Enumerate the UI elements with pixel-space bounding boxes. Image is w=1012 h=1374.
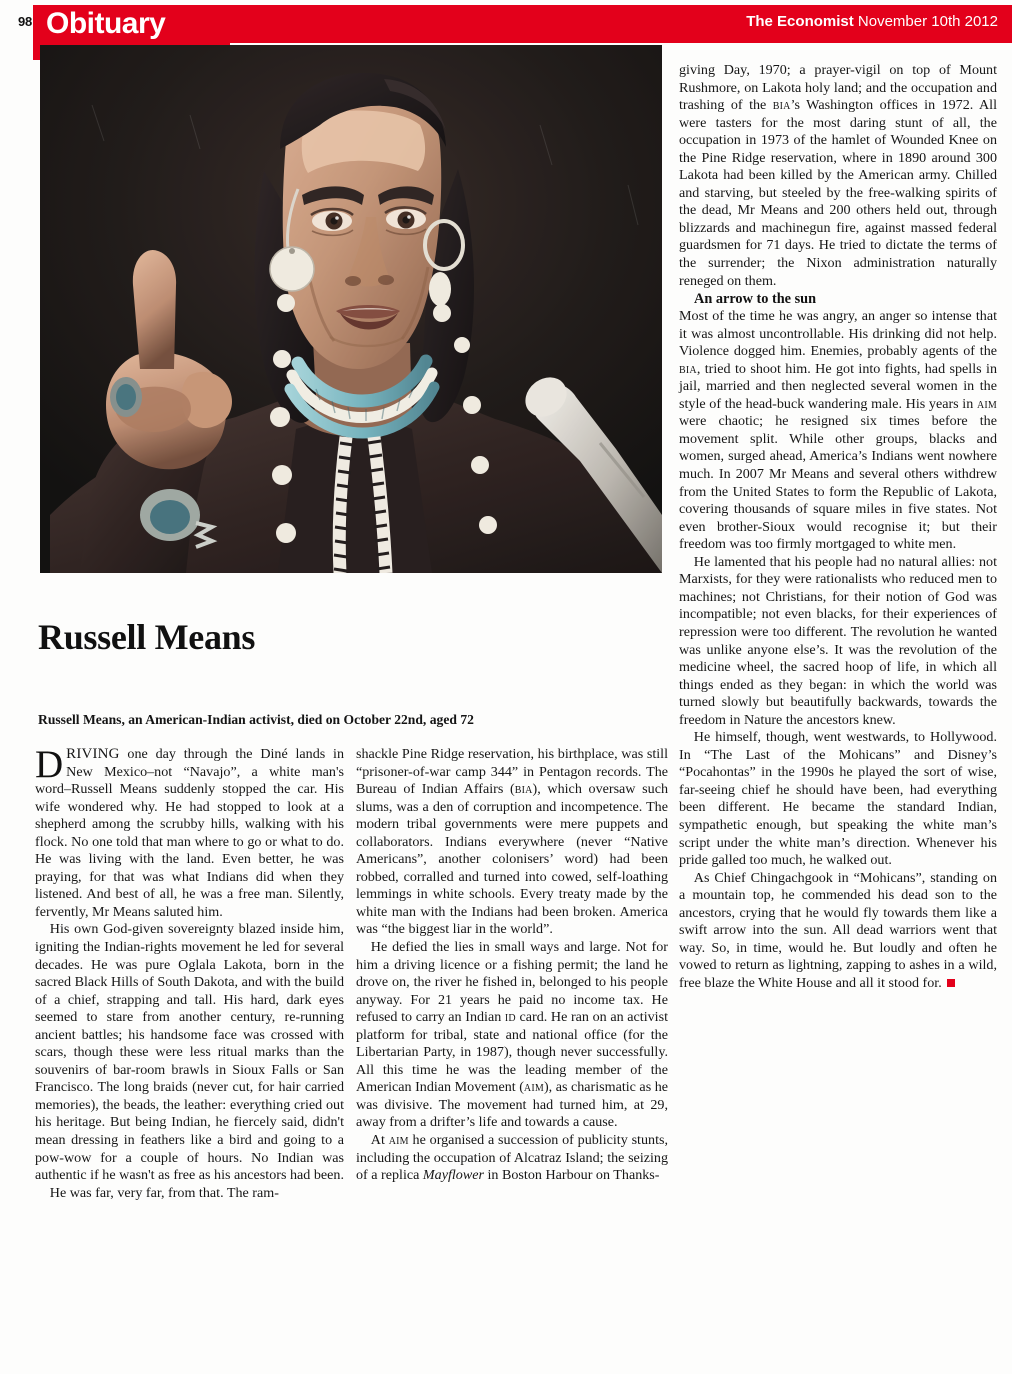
body-column-2	[356, 746, 668, 1358]
acronym: bia	[772, 97, 791, 114]
drop-cap: D	[35, 743, 64, 786]
portrait-illustration	[40, 45, 662, 573]
body-paragraph: As Chief Chingachgook in “Mohicans”, standing on a mountain top, he commended his dead son to the ancestors, crying that he would fly towards them like a swift arrow into the sun. All dead warriors went that way. So, in time, would he. But loudly and often he vowed to return as lightning, zapping to ashes in a wild, free blaze the White House and all it stood for.	[679, 869, 997, 991]
acronym: bia	[514, 781, 533, 798]
body-paragraph: giving Day, 1970; a prayer-vigil on top of Mount Rushmore, on Lakota holy land; and the occupation and trashing of the bia’s Washington offices in 1972. All were tasters for the most daring stunt of all, the occupation in 1973 of the hamlet of Wounded Knee on the Pine Ridge reservation, where in 1890 around 300 Lakota had been killed by the American army. Chilled and starving, but steeled by the free-walking spirits of the dead, Mr Means and 200 others held out, through blizzards and machinegun fire, against massed federal guardsmen for 71 days. He tried to dictate the terms of the surrender; the Nixon administration naturally reneged on them.	[679, 62, 997, 289]
body-paragraph: He defied the lies in small ways and large. Not for him a driving licence or a fishing permit; the land he drove on, the river he fished in, belonged to his people anyway. For 21 years he paid no income tax. He refused to carry an Indian id card. He ran on an activist platform for tribal, state and national office (for the Libertarian Party, in 1987), though never successfully. All this time he was the leading member of the American Indian Movement (aim), as charismatic as he was divisive. The movement had turned him, at 29, away from a drifter’s life and towards a cause.	[356, 939, 669, 1131]
body-paragraph: Most of the time he was angry, an anger so intense that it was almost uncontrollable. His drinking did not help. Violence dogged him. Enemies, probably agents of the bia, tried to shoot him. He got into fights, had spells in jail, married and then neglected several women in the style of the head-buck wandering male. His years in aim were chaotic; he resigned six times before the movement split. While other groups, blacks and women, surged ahead, America’s Indians went nowhere much. In 2007 Mr Means and several others withdrew from the United States to form the Republic of Lakota, covering thousands of square miles in five states. Not even brother-Sioux would recognise it; but their freedom was too firmly mortgaged to white men.	[679, 308, 997, 553]
masthead-brand-date	[746, 12, 998, 32]
body-paragraph: At aim he organised a succession of publicity stunts, including the occupation of Alcatraz Island; the seizing of a replica Mayflower in Boston Harbour on Thanks-	[356, 1132, 668, 1184]
body-paragraph: He lamented that his people had no natural allies: not Marxists, for they were rationalists who reduced men to machines; not Christians, for their notion of God was incompatible; not even blacks, for their experiences of repression were too different. The revolution he wanted was unlike anyone else’s. It was the revolution of the medicine wheel, the sacred hoop of life, in which all things ended as they began: in which the world was turned slowly but beautifully backwards, towards the freedom in Nature the ancestors knew.	[679, 553, 997, 728]
standfirst: Russell Means, an American-Indian activist, died on October 22nd, aged 72	[38, 712, 474, 727]
issue-date: November 10th 2012	[857, 13, 998, 30]
body-paragraph: He himself, though, went westwards, to Hollywood. In “The Last of the Mohicans” and Disney’s “Pocahontas” in the 1990s he played the sort of wise, far-seeing chief he should have been, had everything been different. He became the standard Indian, sympathetic enough, but speaking the white man’s script under the white man’s direction. Whenever his pride galled too much, he walked out.	[679, 729, 997, 869]
body-paragraph: He was far, very far, from that. The ram-	[49, 1184, 279, 1201]
acronym: aim	[976, 395, 997, 412]
masthead	[0, 0, 1012, 48]
work-title: Mayflower	[422, 1167, 484, 1184]
obituary-portrait-photo	[40, 45, 662, 573]
body-paragraph: His own God-given sovereignty blazed inside him, igniting the Indian-rights movement he led for several decades. He was pure Oglala Lakota, born in the sacred Black Hills of South Dakota, and with the build of a chief, strapping and tall. His hard, dark eyes seemed to stare from another century, re-running ancient battles; his handsome face was crossed with scars, though these were less ritual marks than the souvenirs of bar-room brawls in Sioux Falls or San Francisco. The long braids (never cut, for hair carried memories), the beads, the leather: everything cried out his heritage. But being Indian, he fiercely said, didn't mean dressing in feathers like a bird and going to a pow-wow for a couple of hours. No Indian was authentic if he wasn't as free as his ancestors had been.	[35, 921, 344, 1184]
body-column-3	[679, 62, 997, 1359]
lead-words: RIVING	[66, 746, 120, 762]
body-column-1	[35, 743, 344, 1358]
brand-name: The Economist	[746, 13, 854, 30]
page-number: 98	[17, 14, 32, 29]
section-subhead: An arrow to the sun	[694, 291, 817, 308]
body-paragraph: shackle Pine Ridge reservation, his birthplace, was still “prisoner-of-war camp 344” in Pentagon records. The Bureau of Indian Affairs (bia), which oversaw such slums, was a den of corruption and incompetence. The modern tribal governments were mere puppets and collaborators. Indians everywhere (never “Native Americans”, another colonisers’ word) had been robbed, corralled and turned into cowed, self-loathing lemmings in white schools. Every treaty made by the white man with the Indians had been broken. America was “the biggest liar in the world”.	[356, 746, 668, 938]
acronym: bia	[679, 360, 697, 377]
body-paragraph: DRIVING one day through the Diné lands in New Mexico–not “Navajo”, a white man's word–Russell Means suddenly stopped the car. His wife wondered why. He had stopped to look at a shepherd among the scrubby hills, walking with his flock. No one told that man where to go or what to do. He was living with the land. Even better, he was praying, for that was what Indians did when they listened. And best of all, he was a free man. Silently, fervently, Mr Means saluted him.	[35, 743, 344, 920]
acronym: aim	[388, 1132, 409, 1149]
page-title: Russell Means	[38, 617, 256, 658]
end-of-article-mark	[947, 979, 955, 987]
acronym: id	[504, 1009, 516, 1026]
section-title: Obituary	[46, 7, 166, 40]
acronym: aim	[523, 1079, 544, 1096]
